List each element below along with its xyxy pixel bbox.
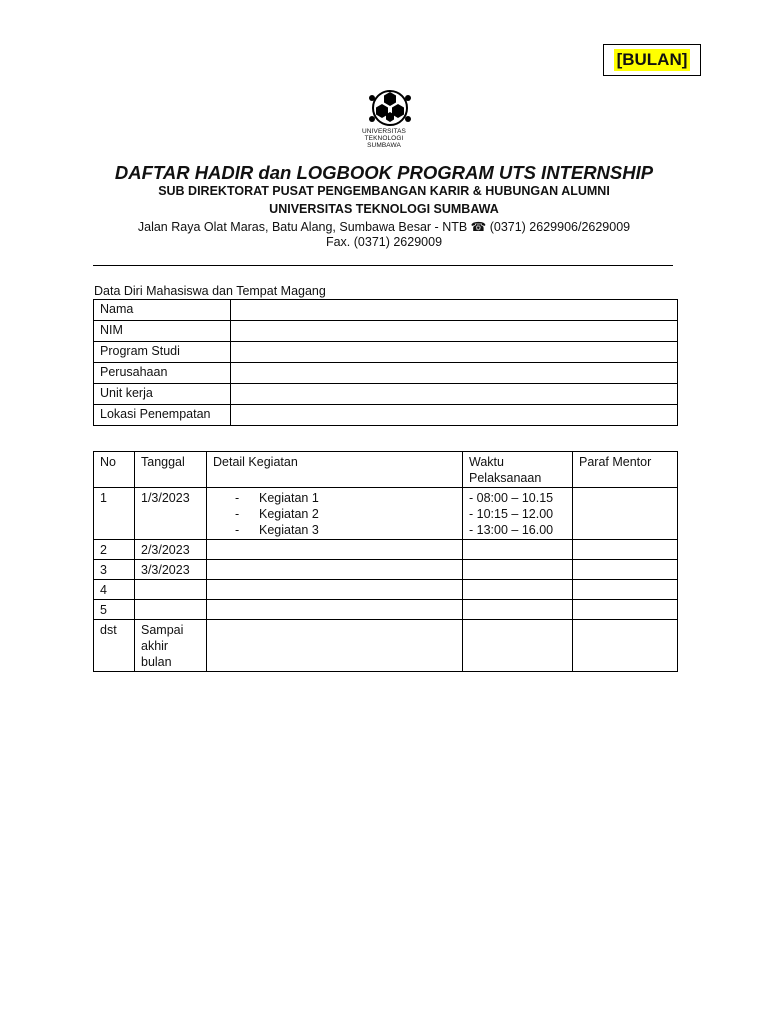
subtitle-directorate: SUB DIREKTORAT PUSAT PENGEMBANGAN KARIR & HUBUNGAN ALUMNI [158, 184, 610, 198]
activity-text: Kegiatan 1 [259, 491, 319, 505]
cell-detail[interactable] [207, 560, 463, 580]
row-label: Unit kerja [94, 384, 231, 405]
list-item [235, 490, 456, 506]
cell-time[interactable] [463, 560, 573, 580]
bullet-dash: - [235, 523, 240, 537]
logo-text [340, 128, 428, 149]
logbook-table [93, 451, 678, 672]
row-value[interactable] [231, 405, 678, 426]
bullet-dash: - [235, 491, 240, 505]
cell-time[interactable] [463, 600, 573, 620]
activity-list [213, 490, 456, 538]
list-item [235, 506, 456, 522]
header-detail: Detail Kegiatan [207, 452, 463, 488]
row-value[interactable] [231, 342, 678, 363]
cell-mentor[interactable] [573, 600, 678, 620]
header-time-line: Waktu [469, 455, 504, 469]
subtitle-university: UNIVERSITAS TEKNOLOGI SUMBAWA [269, 202, 499, 216]
cell-time[interactable] [463, 620, 573, 672]
row-value[interactable] [231, 384, 678, 405]
month-badge-text: [BULAN] [614, 49, 691, 71]
cell-detail[interactable] [207, 540, 463, 560]
cell-mentor[interactable] [573, 488, 678, 540]
cell-date[interactable] [135, 580, 207, 600]
cell-time[interactable] [463, 488, 573, 540]
student-section-label: Data Diri Mahasiswa dan Tempat Magang [94, 284, 326, 298]
bullet-dash: - [235, 507, 240, 521]
cell-detail[interactable] [207, 620, 463, 672]
cell-mentor[interactable] [573, 620, 678, 672]
table-row [94, 300, 678, 321]
table-row [94, 405, 678, 426]
cell-no: 1 [94, 488, 135, 540]
row-label: Perusahaan [94, 363, 231, 384]
cell-detail[interactable] [207, 600, 463, 620]
cell-date[interactable]: 1/3/2023 [135, 488, 207, 540]
header-time-line: Pelaksanaan [469, 471, 542, 485]
student-data-table [93, 299, 678, 426]
table-row [94, 580, 678, 600]
month-badge [603, 44, 701, 76]
activity-text: Kegiatan 3 [259, 523, 319, 537]
table-row [94, 600, 678, 620]
cell-date[interactable]: 2/3/2023 [135, 540, 207, 560]
header-divider [93, 265, 673, 266]
logo-text-line: SUMBAWA [367, 142, 401, 149]
activity-text: Kegiatan 2 [259, 507, 319, 521]
table-row [94, 540, 678, 560]
table-row [94, 321, 678, 342]
row-label: Nama [94, 300, 231, 321]
cell-time[interactable] [463, 580, 573, 600]
header-time [463, 452, 573, 488]
cell-no: 2 [94, 540, 135, 560]
cell-no: 5 [94, 600, 135, 620]
cell-date[interactable] [135, 620, 207, 672]
row-value[interactable] [231, 300, 678, 321]
date-line: akhir [141, 639, 169, 653]
cell-detail[interactable] [207, 580, 463, 600]
cell-mentor[interactable] [573, 560, 678, 580]
header-no: No [94, 452, 135, 488]
table-row [94, 384, 678, 405]
table-row [94, 488, 678, 540]
row-label: Lokasi Penempatan [94, 405, 231, 426]
cell-time[interactable] [463, 540, 573, 560]
cell-date[interactable] [135, 600, 207, 620]
time-list [469, 490, 566, 538]
table-row [94, 620, 678, 672]
cell-detail[interactable] [207, 488, 463, 540]
table-row [94, 342, 678, 363]
date-line: Sampai [141, 623, 184, 637]
cell-no: dst [94, 620, 135, 672]
cell-no: 3 [94, 560, 135, 580]
cell-no: 4 [94, 580, 135, 600]
cell-date[interactable]: 3/3/2023 [135, 560, 207, 580]
table-header-row [94, 452, 678, 488]
cell-mentor[interactable] [573, 540, 678, 560]
table-row [94, 363, 678, 384]
address-line: Jalan Raya Olat Maras, Batu Alang, Sumbawa Besar - NTB ☎ (0371) 2629906/2629009 [137, 220, 631, 234]
fax-line: Fax. (0371) 2629009 [325, 235, 443, 249]
row-label: Program Studi [94, 342, 231, 363]
list-item: - 08:00 – 10.15 [469, 491, 554, 505]
date-line: bulan [141, 655, 172, 669]
table-row [94, 560, 678, 580]
row-value[interactable] [231, 321, 678, 342]
list-item: - 13:00 – 16.00 [469, 523, 554, 537]
document-title: DAFTAR HADIR dan LOGBOOK PROGRAM UTS INTERNSHIP [114, 162, 654, 183]
cell-mentor[interactable] [573, 580, 678, 600]
header-date: Tanggal [135, 452, 207, 488]
list-item: - 10:15 – 12.00 [469, 507, 554, 521]
logo-text-line: TEKNOLOGI [364, 135, 404, 142]
row-label: NIM [94, 321, 231, 342]
row-value[interactable] [231, 363, 678, 384]
logo-text-line: UNIVERSITAS [362, 128, 406, 135]
list-item [235, 522, 456, 538]
header-mentor: Paraf Mentor [573, 452, 678, 488]
